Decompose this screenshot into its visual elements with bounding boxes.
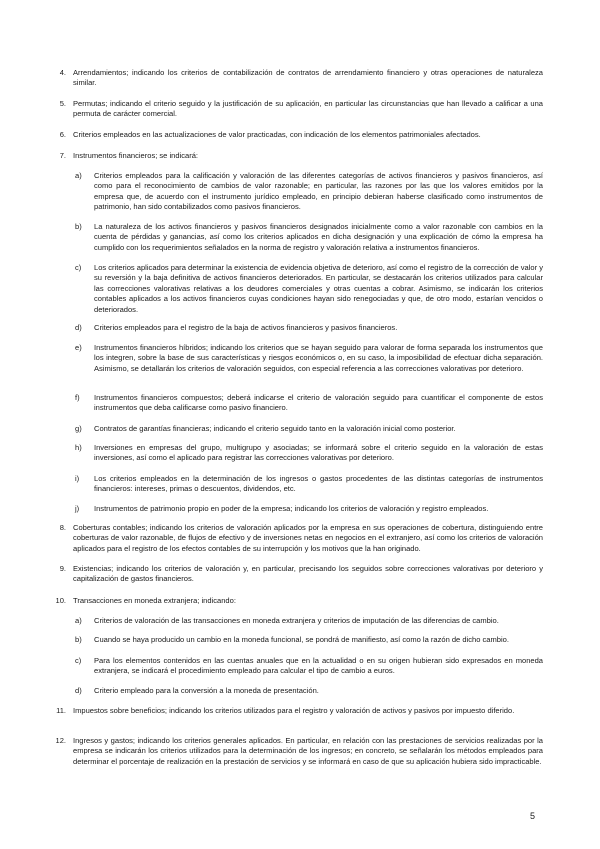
sub-item-letter: a) — [75, 616, 82, 625]
sub-item-letter: d) — [75, 686, 82, 695]
sub-item-text: Criterios empleados para el registro de la baja de activos financieros y pasivos financieros. — [94, 323, 398, 332]
item-number: 8. — [59, 523, 66, 532]
item-text: Existencias; indicando los criterios de valoración y, en particular, precisando los seguidos sobre correcciones valorativas por deterioro y capitalización de gastos financieros. — [73, 564, 543, 584]
sub-item-text: Para los elementos contenidos en las cuentas anuales que en la actualidad o en su origen hubieran sido expresados en moneda extranjera, se indicará el procedimiento empleado para calcular el tipo de cambio a euros. — [94, 656, 543, 676]
sub-item-letter: c) — [75, 263, 82, 272]
sub-item-letter: b) — [75, 222, 82, 231]
sub-item-text: Los criterios empleados en la determinación de los ingresos o gastos procedentes de las distintas categorías de instrumentos financieros: intereses, primas o descuentos, dividendos, etc. — [94, 474, 543, 494]
item-text: Permutas; indicando el criterio seguido y la justificación de su aplicación, en particular las circunstancias que han llevado a calificar a una permuta de carácter comercial. — [73, 99, 543, 119]
sub-item-text: Los criterios aplicados para determinar la existencia de evidencia objetiva de deterioro, así como el registro de la corrección de valor y su reversión y la baja definitiva de activos financieros deteriorados. En particular, se destacarán los criterios utilizados para calcular las correcciones valorativas relativas a los deudores comerciales y otras cuentas a cobrar. Asimismo, se indicarán los criterios contables aplicados a los activos financieros cuyas condiciones hayan sido renegociadas y que, de otro modo, estarían vencidos o deteriorados. — [94, 263, 543, 314]
sub-item-text: Criterio empleado para la conversión a la moneda de presentación. — [94, 686, 319, 695]
item-text: Impuestos sobre beneficios; indicando los criterios utilizados para el registro y valoración de activos y pasivos por impuesto diferido. — [73, 706, 515, 715]
sub-item-letter: h) — [75, 443, 82, 452]
sub-item-letter: g) — [75, 424, 82, 433]
item-text: Instrumentos financieros; se indicará: — [73, 151, 199, 160]
sub-item-text: Instrumentos financieros compuestos; deberá indicarse el criterio de valoración seguido para cuantificar el componente de estos instrumentos que deba calificarse como pasivo financiero. — [94, 393, 543, 413]
sub-item-letter: j) — [75, 504, 80, 513]
sub-item-letter: e) — [75, 343, 82, 352]
item-text: Arrendamientos; indicando los criterios de contabilización de contratos de arrendamiento financiero y otras operaciones de naturaleza similar. — [73, 68, 543, 88]
sub-item-text: Cuando se haya producido un cambio en la moneda funcional, se pondrá de manifiesto, así como la razón de dicho cambio. — [94, 635, 509, 644]
sub-item-text: Instrumentos financieros híbridos; indicando los criterios que se hayan seguido para valorar de forma separada los instrumentos que los integren, sobre la base de sus características y riesgos económicos o, en su caso, la imposibilidad de efectuar dicha separación. Asimismo, se detallarán los criterios de valoración seguidos, con especial referencia a las correcciones valorativas por deterioro. — [94, 343, 543, 373]
item-number: 4. — [59, 68, 66, 77]
sub-item-letter: b) — [75, 635, 82, 644]
item-number: 10. — [55, 596, 66, 605]
sub-item-text: Inversiones en empresas del grupo, multigrupo y asociadas; se informará sobre el criterio seguido en la valoración de estas inversiones, así como el aplicado para registrar las correcciones valorativas por deterioro. — [94, 443, 543, 463]
sub-item-text: La naturaleza de los activos financieros y pasivos financieros designados inicialmente como a valor razonable con cambios en la cuenta de pérdidas y ganancias, así como los criterios aplicados en dicha designación y una explicación de cómo la empresa ha cumplido con los requerimientos señalados en la norma de registro y valoración relativa a instrumentos financieros. — [94, 222, 543, 252]
item-number: 9. — [59, 564, 66, 573]
sub-item-text: Criterios empleados para la calificación y valoración de las diferentes categorías de activos financieros y pasivos financieros, así como para el reconocimiento de cambios de valor razonable; en particular, las razones por las que los valores emitidos por la empresa que, de acuerdo con el instrumento jurídico empleado, en principio debieran haberse clasificado como instrumentos de patrimonio, han sido contabilizados como pasivos financieros. — [94, 171, 543, 212]
sub-item-text: Instrumentos de patrimonio propio en poder de la empresa; indicando los criterios de valoración y registro empleados. — [94, 504, 489, 513]
item-number: 6. — [59, 130, 66, 139]
item-number: 7. — [59, 151, 66, 160]
sub-item-letter: f) — [75, 393, 80, 402]
sub-item-letter: c) — [75, 656, 82, 665]
item-text: Ingresos y gastos; indicando los criterios generales aplicados. En particular, en relación con las prestaciones de servicios realizadas por la empresa se indicarán los criterios utilizados para la determinación de los ingresos; en concreto, se señalarán los métodos empleados para determinar el porcentaje de realización en la prestación de servicios y se informará en caso de que su aplicación hubiera sido impracticable. — [73, 736, 543, 766]
sub-item-letter: i) — [75, 474, 80, 483]
item-number: 12. — [55, 736, 66, 745]
sub-item-text: Contratos de garantías financieras; indicando el criterio seguido tanto en la valoración inicial como posterior. — [94, 424, 456, 433]
sub-item-letter: d) — [75, 323, 82, 332]
item-text: Criterios empleados en las actualizaciones de valor practicadas, con indicación de los elementos patrimoniales afectados. — [73, 130, 481, 139]
sub-item-text: Criterios de valoración de las transacciones en moneda extranjera y criterios de imputación de las diferencias de cambio. — [94, 616, 499, 625]
item-number: 5. — [59, 99, 66, 108]
page-number: 5 — [530, 811, 536, 821]
sub-item-letter: a) — [75, 171, 82, 180]
item-text: Transacciones en moneda extranjera; indicando: — [73, 596, 236, 605]
item-number: 11. — [56, 706, 66, 715]
item-text: Coberturas contables; indicando los criterios de valoración aplicados por la empresa en sus operaciones de cobertura, distinguiendo entre coberturas de valor razonable, de flujos de efectivo y de inversiones netas en negocios en el extranjero, así como los criterios de valoración aplicados para el registro de los efectos contables de su interrupción y los motivos que la han originado. — [73, 523, 543, 553]
